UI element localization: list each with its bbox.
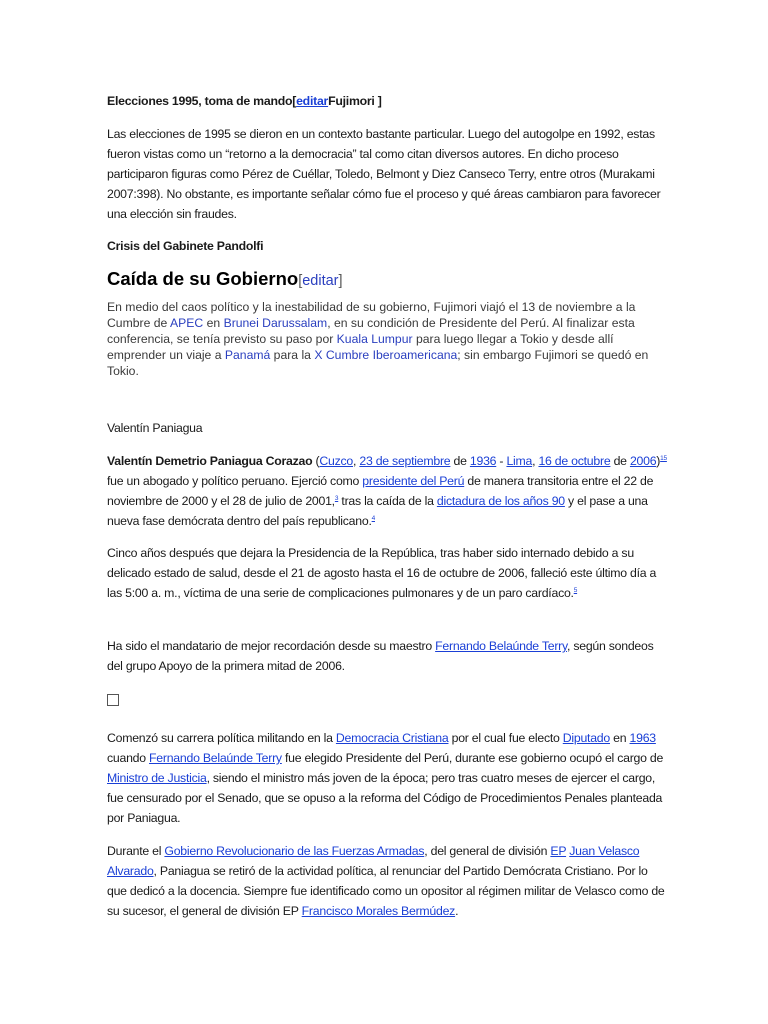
paragraph-gobierno-militar [107, 841, 667, 921]
edit-bracket: [ [298, 273, 303, 289]
text-run: y el pase a una nueva fase demócrata dentro del país republicano. [107, 494, 648, 528]
link-kuala-lumpur[interactable]: Kuala Lumpur [336, 332, 413, 346]
text-run: tras la caída de la [338, 494, 437, 508]
text-run: En medio del caos político y la inestabilidad de su gobierno, Fujimori viajó el 13 de noviembre a la Cumbre de [107, 300, 636, 330]
link-2006[interactable]: 2006 [629, 454, 657, 468]
checkbox-placeholder[interactable] [107, 694, 119, 706]
paragraph-recordacion [107, 636, 667, 676]
heading-text: Caída de su Gobierno [107, 268, 299, 289]
text-run: , según sondeos del grupo Apoyo de la primera mitad de 2006. [107, 639, 654, 673]
text-run: , en su condición de Presidente del Perú. Al finalizar esta conferencia, se tenía previsto su paso por [107, 316, 635, 346]
text-run: Cinco años después que dejara la Presidencia de la República, tras haber sido internado debido a su delicado estado de salud, desde el 21 de agosto hasta el 16 de octubre de 2006, falleció este último día a las 5:00 a. m., víctima de una serie de complicaciones pulmonares y de un paro cardíaco. [107, 546, 657, 600]
link-1936[interactable]: 1936 [469, 454, 497, 468]
text-run: - [496, 454, 507, 468]
section-heading-crisis: Crisis del Gabinete Pandolfi [107, 239, 264, 253]
reference-5[interactable]: 5 [573, 587, 578, 594]
link-fernando-belaunde-terry[interactable]: Fernando Belaúnde Terry [435, 639, 568, 653]
link-dictadura-anos-90[interactable]: dictadura de los años 90 [436, 494, 565, 508]
text-run: , [532, 454, 539, 468]
edit-link[interactable]: editar [296, 94, 329, 108]
text-run: de manera transitoria entre el 22 de noviembre de 2000 y el 28 de julio de 2001, [107, 474, 654, 508]
edit-link[interactable]: editar [302, 273, 339, 289]
edit-bracket: ] [338, 273, 343, 289]
link-panama[interactable]: Panamá [224, 348, 271, 362]
text-run: Comenzó su carrera política militando en la [107, 731, 336, 745]
link-fernando-belaunde-terry-2[interactable]: Fernando Belaúnde Terry [149, 751, 282, 765]
link-cumbre-iberoamericana[interactable]: X Cumbre Iberoamericana [314, 348, 458, 362]
paragraph-elecciones: Las elecciones de 1995 se dieron en un contexto bastante particular. Luego del autogolpe en 1992, estas fueron vistas como un “retorno a la democracia” tal como citan diversos autores. En dicho proceso participaron figuras como Pérez de Cuéllar, Toledo, Belmont y Diez Canseco Terry, entre otros (Murakami 2007:398). No obstante, es importante señalar cómo fue el proceso y qué áreas cambiaron para favorecer una elección sin fraudes. [107, 127, 661, 221]
text-run: Durante el [107, 844, 165, 858]
text-run: en [610, 731, 630, 745]
link-brunei[interactable]: Brunei Darussalam [223, 316, 328, 330]
link-16-octubre[interactable]: 16 de octubre [538, 454, 611, 468]
link-ep[interactable]: EP [550, 844, 567, 858]
reference-3[interactable]: 3 [334, 495, 339, 502]
reference-15[interactable]: 15 [660, 455, 667, 462]
link-ministro-de-justicia[interactable]: Ministro de Justicia [107, 771, 207, 785]
link-apec[interactable]: APEC [170, 316, 204, 330]
text-run: ) [656, 454, 661, 468]
section-heading-paniagua: Valentín Paniagua [107, 421, 203, 435]
link-presidente-del-peru[interactable]: presidente del Perú [362, 474, 465, 488]
text-run: por el cual fue electo [448, 731, 563, 745]
link-diputado[interactable]: Diputado [562, 731, 610, 745]
text-run: Ha sido el mandatario de mejor recordación desde su maestro [107, 639, 436, 653]
section-heading-caida [107, 268, 343, 290]
link-cuzco[interactable]: Cuzco [319, 454, 354, 468]
link-democracia-cristiana[interactable]: Democracia Cristiana [335, 731, 449, 745]
link-lima[interactable]: Lima [506, 454, 533, 468]
text-run: para luego llegar a Tokio y desde allí emprender un viaje a [107, 332, 614, 362]
paragraph-fallecimiento [107, 543, 667, 603]
reference-4[interactable]: 4 [371, 515, 375, 522]
heading-tail: Fujimori ] [328, 94, 382, 108]
link-juan-velasco-alvarado[interactable]: Juan Velasco Alvarado [107, 844, 640, 878]
text-run: , [353, 454, 360, 468]
text-run: de [610, 454, 630, 468]
link-1963[interactable]: 1963 [629, 731, 656, 745]
section-heading-elecciones [107, 91, 382, 111]
text-run: ( [312, 454, 320, 468]
text-run: , siendo el ministro más joven de la época; pero tras cuatro meses de ejercer el cargo, fue censurado por el Senado, que se opuso a la reforma del Código de Procedimientos Penales planteada por Paniagua. [107, 771, 663, 825]
paragraph-carrera [107, 728, 667, 828]
paragraph-paniagua-bio [107, 451, 667, 531]
text-run: , Paniagua se retiró de la actividad política, al renunciar del Partido Demócrata Cristiano. Por lo que dedicó a la docencia. Siempre fue identificado como un opositor al régimen militar de Velasco como de su sucesor, el general de división EP [107, 864, 665, 918]
text-run: para la [270, 348, 315, 362]
person-name: Valentín Demetrio Paniagua Corazao [107, 454, 313, 468]
edit-bracket: [ [292, 94, 297, 108]
text-run: en [203, 316, 224, 330]
text-run: fue un abogado y político peruano. Ejerció como [107, 474, 363, 488]
paragraph-caida [107, 299, 663, 379]
text-run: de [450, 454, 470, 468]
text-run: ; sin embargo Fujimori se quedó en Tokio. [107, 348, 649, 378]
text-run: , del general de división [424, 844, 551, 858]
text-run: cuando [107, 751, 150, 765]
link-gobierno-revolucionario[interactable]: Gobierno Revolucionario de las Fuerzas Armadas [164, 844, 425, 858]
text-run: fue elegido Presidente del Perú, durante ese gobierno ocupó el cargo de [281, 751, 664, 765]
text-run: . [455, 904, 459, 918]
link-francisco-morales-bermudez[interactable]: Francisco Morales Bermúdez [301, 904, 456, 918]
heading-text: Elecciones 1995, toma de mando [107, 94, 293, 108]
link-23-septiembre[interactable]: 23 de septiembre [359, 454, 451, 468]
